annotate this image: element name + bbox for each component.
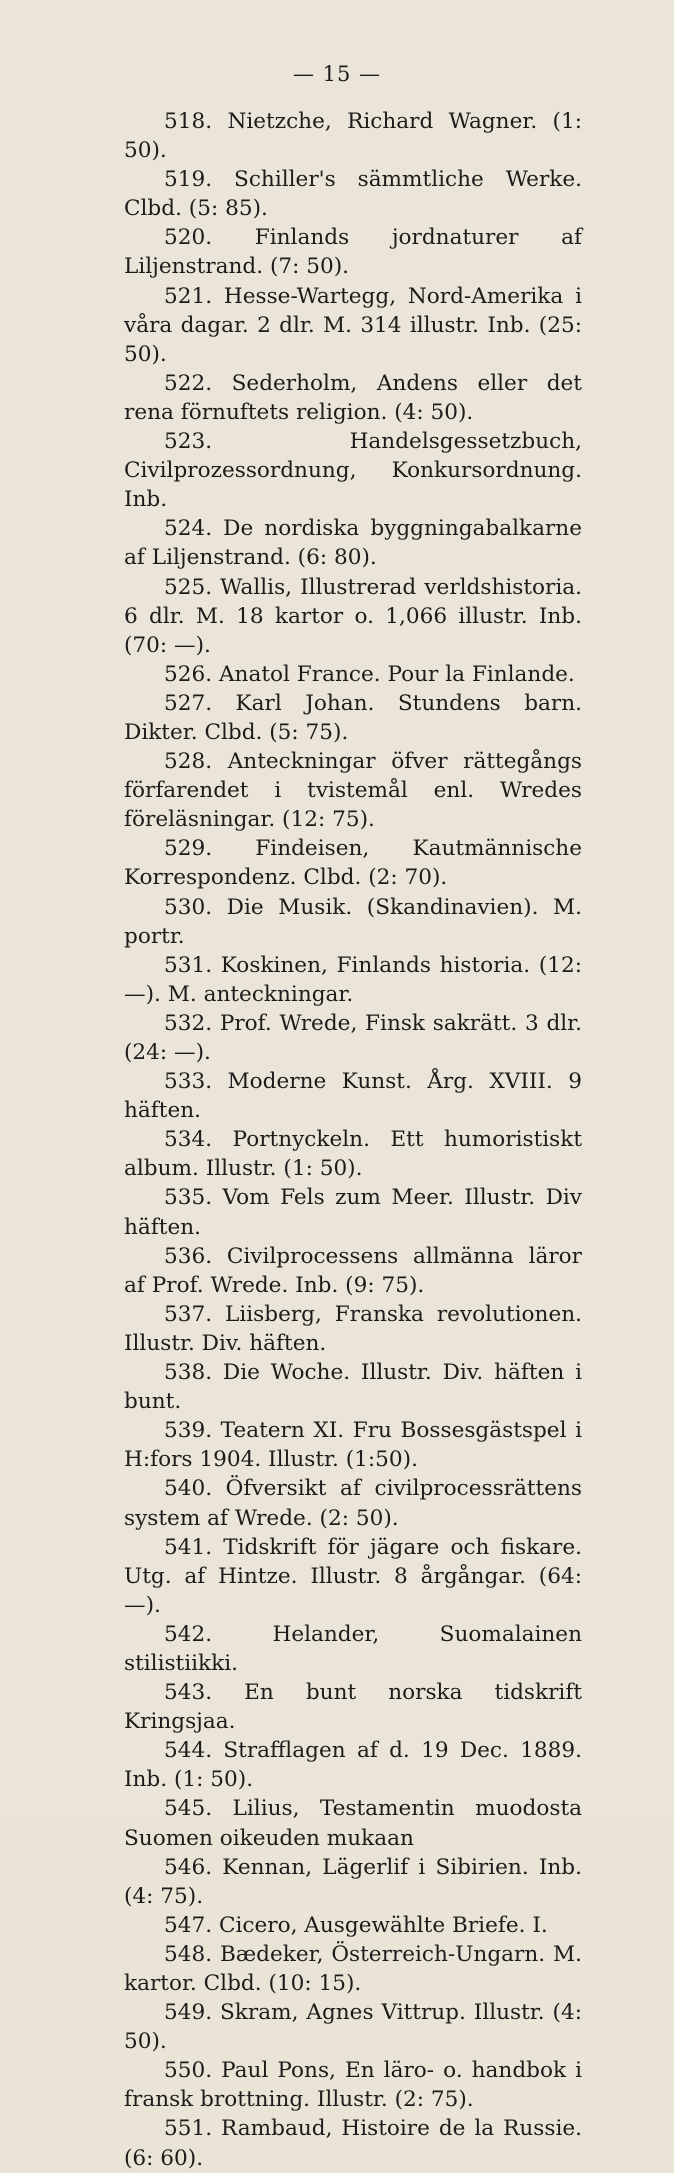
- catalog-entry: 543. En bunt norska tidskrift Kringsjaa.: [124, 1680, 582, 1735]
- catalog-entry: 537. Liisberg, Franska revolutionen. Illustr. Div. häften.: [124, 1301, 582, 1356]
- catalog-entry: 534. Portnyckeln. Ett humoristiskt album. Illustr. (1: 50).: [124, 1127, 582, 1182]
- catalog-entry: 519. Schiller's sämmtliche Werke. Clbd. (5: 85).: [124, 167, 582, 222]
- catalog-entry: 533. Moderne Kunst. Årg. XVIII. 9 häften.: [124, 1069, 582, 1124]
- catalog-entry: 524. De nordiska byggningabalkarne af Liljenstrand. (6: 80).: [124, 516, 582, 571]
- catalog-entry: 545. Lilius, Testamentin muodosta Suomen oikeuden mukaan: [124, 1796, 582, 1851]
- catalog-entry: 550. Paul Pons, En läro- o. handbok i fransk brottning. Illustr. (2: 75).: [124, 2058, 582, 2113]
- catalog-entry: 528. Anteckningar öfver rättegångs förfarendet i tvistemål enl. Wredes föreläsningar. (12: 75).: [124, 749, 582, 833]
- catalog-entry: 544. Strafflagen af d. 19 Dec. 1889. Inb. (1: 50).: [124, 1738, 582, 1793]
- catalog-entry: 536. Civilprocessens allmänna läror af Prof. Wrede. Inb. (9: 75).: [124, 1243, 582, 1298]
- catalog-entry: 531. Koskinen, Finlands historia. (12: —). M. anteckningar.: [124, 952, 582, 1007]
- catalog-entry: 526. Anatol France. Pour la Finlande.: [164, 661, 575, 687]
- catalog-entry: 530. Die Musik. (Skandinavien). M. portr.: [124, 894, 582, 949]
- catalog-entry-list: [124, 107, 582, 2173]
- catalog-entry: 538. Die Woche. Illustr. Div. häften i bunt.: [124, 1360, 582, 1415]
- page-number: — 15 —: [292, 62, 382, 86]
- catalog-entry: 535. Vom Fels zum Meer. Illustr. Div häften.: [124, 1185, 582, 1240]
- catalog-entry: 525. Wallis, Illustrerad verldshistoria. 6 dlr. M. 18 kartor o. 1,066 illustr. Inb. (70: —).: [124, 574, 582, 658]
- catalog-entry: 542. Helander, Suomalainen stilistiikki.: [124, 1621, 582, 1676]
- catalog-entry: 529. Findeisen, Kautmännische Korrespondenz. Clbd. (2: 70).: [124, 836, 582, 891]
- catalog-entry: 546. Kennan, Lägerlif i Sibirien. Inb. (4: 75).: [124, 1854, 582, 1909]
- catalog-entry: 522. Sederholm, Andens eller det rena förnuftets religion. (4: 50).: [124, 370, 582, 425]
- catalog-entry: 523. Handelsgessetzbuch, Civilprozessordnung, Konkursordnung. Inb.: [124, 429, 582, 513]
- catalog-entry: 549. Skram, Agnes Vittrup. Illustr. (4: 50).: [124, 2000, 582, 2055]
- catalog-entry: 551. Rambaud, Histoire de la Russie. (6: 60).: [124, 2116, 582, 2171]
- catalog-entry: 540. Öfversikt af civilprocessrättens system af Wrede. (2: 50).: [124, 1476, 582, 1531]
- catalog-entry: 547. Cicero, Ausgewählte Briefe. I.: [164, 1912, 548, 1938]
- catalog-entry: 532. Prof. Wrede, Finsk sakrätt. 3 dlr. (24: —).: [124, 1010, 582, 1065]
- catalog-entry: 521. Hesse-Wartegg, Nord-Amerika i våra dagar. 2 dlr. M. 314 illustr. Inb. (25: 50).: [124, 283, 582, 367]
- catalog-entry: 548. Bædeker, Österreich-Ungarn. M. kartor. Clbd. (10: 15).: [124, 1941, 582, 1996]
- catalog-entry: 539. Teatern XI. Fru Bossesgästspel i H:fors 1904. Illustr. (1:50).: [124, 1418, 582, 1473]
- catalog-entry: 541. Tidskrift för jägare och fiskare. Utg. af Hintze. Illustr. 8 årgångar. (64: —).: [124, 1534, 582, 1618]
- catalog-entry: 518. Nietzche, Richard Wagner. (1: 50).: [124, 109, 582, 164]
- catalog-entry: 527. Karl Johan. Stundens barn. Dikter. Clbd. (5: 75).: [124, 690, 582, 745]
- catalog-entry: 520. Finlands jordnaturer af Liljenstrand. (7: 50).: [124, 225, 582, 280]
